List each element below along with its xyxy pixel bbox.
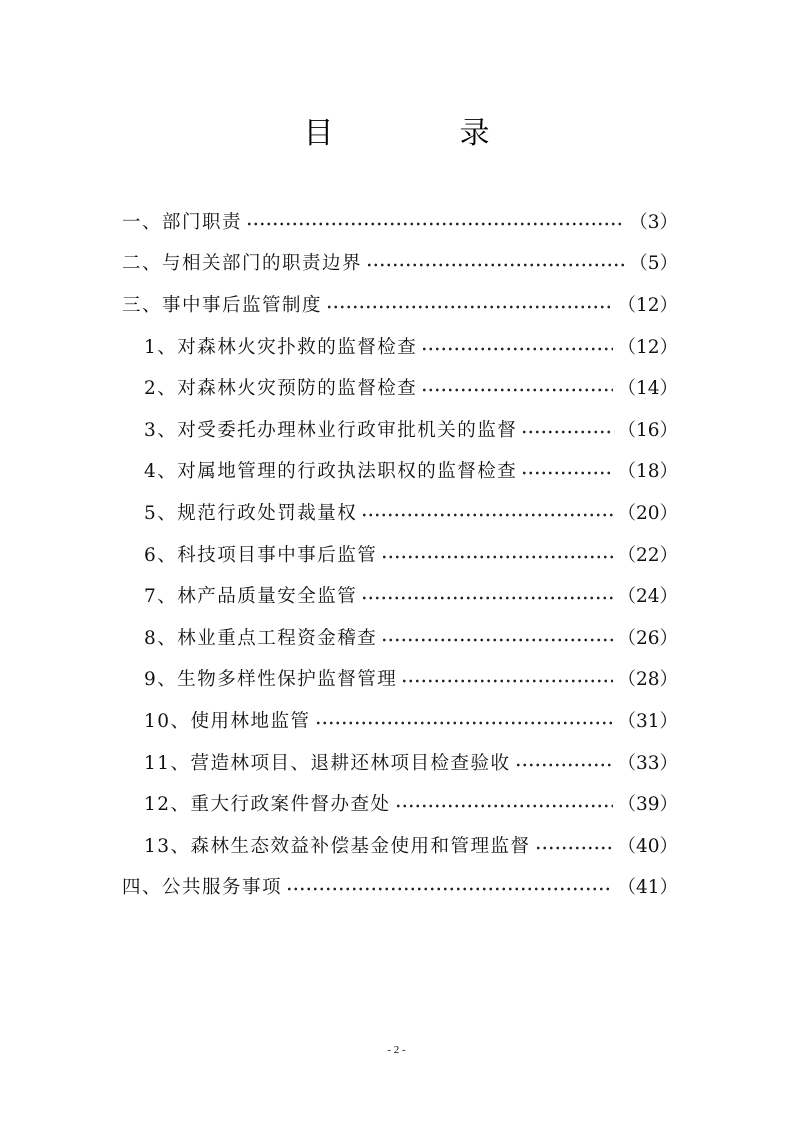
toc-entry[interactable] xyxy=(122,200,678,242)
toc-entry-page: （39） xyxy=(617,794,678,816)
toc-entry-page: （14） xyxy=(617,378,678,400)
toc-dot-leader xyxy=(315,721,614,725)
toc-entry-label: 四、公共服务事项 xyxy=(122,877,283,899)
toc-entry[interactable] xyxy=(122,824,678,866)
toc-dot-leader xyxy=(535,846,614,850)
toc-entry[interactable] xyxy=(122,741,678,783)
toc-dot-leader xyxy=(421,388,613,392)
toc-entry[interactable] xyxy=(122,408,678,450)
toc-entry-page: （12） xyxy=(617,294,678,316)
toc-entry-label: 三、事中事后监管制度 xyxy=(122,294,323,316)
toc-entry-label: 4、对属地管理的行政执法职权的监督检查 xyxy=(144,461,518,483)
toc-entry-label: 7、林产品质量安全监管 xyxy=(144,586,358,608)
toc-entry[interactable] xyxy=(122,283,678,325)
toc-entry-page: （20） xyxy=(617,502,678,524)
page-number: - 2 - xyxy=(387,1044,406,1056)
toc-entry[interactable] xyxy=(122,450,678,492)
toc-entry[interactable] xyxy=(122,325,678,367)
toc-dot-leader xyxy=(521,430,613,434)
toc-entry[interactable] xyxy=(122,658,678,700)
page-title: 目 录 xyxy=(303,116,538,151)
toc-entry-page: （28） xyxy=(617,669,678,691)
toc-entry-label: 5、规范行政处罚裁量权 xyxy=(144,502,358,524)
toc-entry-page: （22） xyxy=(617,544,678,566)
toc-dot-leader xyxy=(381,555,613,559)
toc-entry[interactable] xyxy=(122,533,678,575)
toc-entry[interactable] xyxy=(122,242,678,284)
toc-entry-label: 9、生物多样性保护监督管理 xyxy=(144,669,398,691)
toc-entry-label: 10、使用林地监管 xyxy=(144,710,311,732)
toc-entry-label: 一、部门职责 xyxy=(122,211,243,233)
toc-entry-label: 二、与相关部门的职责边界 xyxy=(122,253,363,275)
toc-entry[interactable] xyxy=(122,616,678,658)
toc-entry[interactable] xyxy=(122,491,678,533)
toc-entry-page: （41） xyxy=(617,877,678,899)
toc-entry[interactable] xyxy=(122,699,678,741)
toc-dot-leader xyxy=(515,763,614,767)
toc-entry-page: （26） xyxy=(617,627,678,649)
toc-entry-label: 8、林业重点工程资金稽查 xyxy=(144,627,378,649)
toc-dot-leader xyxy=(381,638,613,642)
toc-dot-leader xyxy=(521,471,613,475)
toc-entry-label: 6、科技项目事中事后监管 xyxy=(144,544,378,566)
toc-entry[interactable] xyxy=(122,574,678,616)
toc-dot-leader xyxy=(246,222,625,226)
toc-dot-leader xyxy=(395,804,614,808)
toc-dot-leader xyxy=(326,305,613,309)
toc-entry-page: （18） xyxy=(617,461,678,483)
toc-entry-label: 3、对受委托办理林业行政审批机关的监督 xyxy=(144,419,518,441)
toc-entry-page: （33） xyxy=(617,752,678,774)
toc-entry-page: （3） xyxy=(629,211,678,233)
toc-entry-page: （40） xyxy=(617,835,678,857)
toc-entry-label: 11、营造林项目、退耕还林项目检查验收 xyxy=(144,752,511,774)
toc-entry-page: （24） xyxy=(617,586,678,608)
toc-entry[interactable] xyxy=(122,866,678,908)
toc-dot-leader xyxy=(401,679,613,683)
toc-dot-leader xyxy=(286,887,613,891)
toc-entry-page: （16） xyxy=(617,419,678,441)
toc-entry[interactable] xyxy=(122,782,678,824)
toc-entry-label: 12、重大行政案件督办查处 xyxy=(144,794,391,816)
toc-entry-label: 1、对森林火灾扑救的监督检查 xyxy=(144,336,418,358)
toc-entry-page: （5） xyxy=(629,253,678,275)
toc-dot-leader xyxy=(421,347,613,351)
toc-dot-leader xyxy=(366,263,625,267)
toc-entry-label: 13、森林生态效益补偿基金使用和管理监督 xyxy=(144,835,531,857)
toc-dot-leader xyxy=(361,513,613,517)
toc-entry-page: （31） xyxy=(617,710,678,732)
toc-entry-label: 2、对森林火灾预防的监督检查 xyxy=(144,378,418,400)
toc-entry-page: （12） xyxy=(617,336,678,358)
table-of-contents xyxy=(122,200,678,907)
toc-entry[interactable] xyxy=(122,366,678,408)
toc-dot-leader xyxy=(361,596,613,600)
